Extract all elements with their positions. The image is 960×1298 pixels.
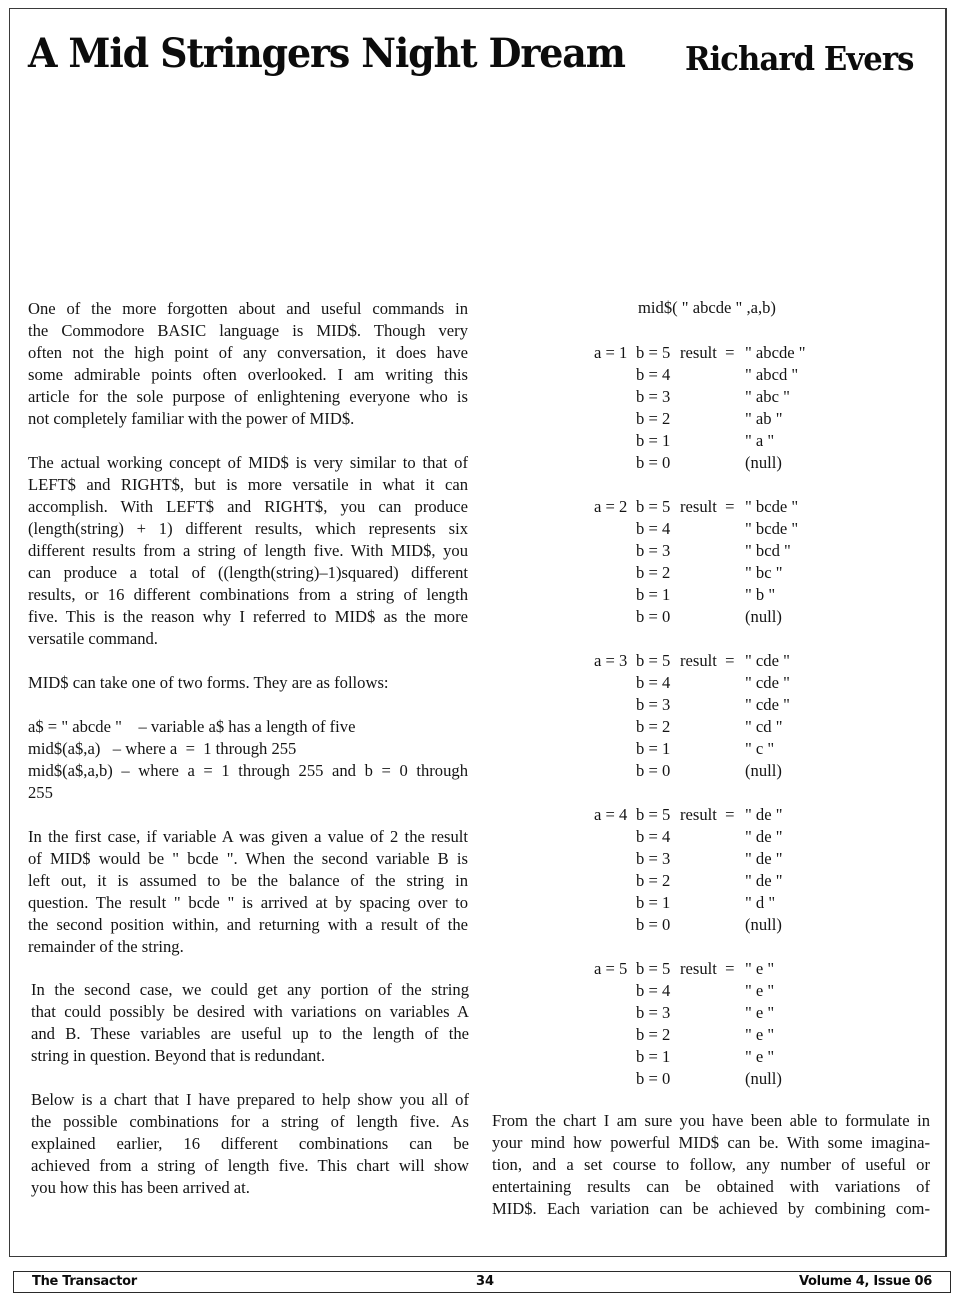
b-value: b = 3: [636, 387, 671, 406]
result-value: " e ": [745, 981, 775, 1000]
text-line: the second position within, and returning with a result of the: [28, 915, 468, 934]
paragraph: [28, 826, 468, 958]
result-value: " de ": [745, 805, 783, 824]
b-value: b = 0: [636, 761, 671, 780]
text-line: five. This is the reason why I referred to MID$ as the more: [28, 607, 468, 626]
text-line: string in question. Beyond that is redundant.: [31, 1046, 326, 1065]
result-value: " de ": [745, 827, 783, 846]
result-value: " cd ": [745, 717, 783, 736]
text-line: results, or 16 different combinations from a string of length: [28, 585, 468, 604]
second-case-paragraphs: [31, 979, 469, 1199]
text-line: question. The result " bcde " is arrived at by spacing over to: [28, 893, 468, 912]
text-line: versatile command.: [28, 629, 158, 648]
result-label: result =: [680, 651, 735, 670]
text-line: of MID$ would be " bcde ". When the second variable B is: [28, 849, 468, 868]
b-value: b = 4: [636, 981, 671, 1000]
b-value: b = 4: [636, 365, 671, 384]
result-value: " c ": [745, 739, 775, 758]
result-value: " e ": [745, 1047, 775, 1066]
text-line: One of the more forgotten about and useful commands in: [28, 299, 468, 318]
text-line: The actual working concept of MID$ is very similar to that of: [28, 453, 468, 472]
b-value: b = 3: [636, 695, 671, 714]
paragraph: [31, 1089, 469, 1199]
result-value: " bcde ": [745, 519, 799, 538]
text-line: From the chart I am sure you have been able to formulate in: [492, 1111, 930, 1130]
result-value: " cde ": [745, 673, 790, 692]
footer-volume-issue: Volume 4, Issue 06: [799, 1274, 932, 1289]
b-value: b = 5: [636, 497, 671, 516]
b-value: b = 3: [636, 849, 671, 868]
b-value: b = 2: [636, 871, 671, 890]
text-line: left out, it is assumed to be the balance of the string in: [28, 871, 468, 890]
b-value: b = 2: [636, 717, 671, 736]
text-line: LEFT$ and RIGHT$, but is more versatile in what it can: [28, 475, 468, 494]
result-label: result =: [680, 959, 735, 978]
a-value: a = 5: [594, 959, 628, 978]
result-value: " e ": [745, 1003, 775, 1022]
footer-page-number: 34: [476, 1274, 495, 1289]
a-value: a = 3: [594, 651, 628, 670]
text-line: tion, and a set course to follow, any number of useful or: [492, 1155, 930, 1174]
b-value: b = 4: [636, 827, 671, 846]
text-line: can produce a total of ((length(string)–1)squared) different: [28, 563, 468, 582]
result-value: " de ": [745, 871, 783, 890]
form-line: mid$(a$,a) – where a = 1 through 255: [28, 739, 297, 758]
text-line: the Commodore BASIC language is MID$. Though very: [28, 321, 468, 340]
result-value: " de ": [745, 849, 783, 868]
left-column: [28, 298, 468, 980]
text-line: entertaining results can be obtained with variations of: [492, 1177, 930, 1196]
b-value: b = 5: [636, 651, 671, 670]
b-value: b = 1: [636, 1047, 671, 1066]
b-value: b = 1: [636, 893, 671, 912]
b-value: b = 5: [636, 805, 671, 824]
result-value: " d ": [745, 893, 776, 912]
a-value: a = 2: [594, 497, 628, 516]
first-case-paragraph: [28, 826, 468, 958]
text-line: often not the high point of any conversation, it does have: [28, 343, 468, 362]
result-value: " bcd ": [745, 541, 791, 560]
result-label: result =: [680, 805, 735, 824]
result-label: result =: [680, 497, 735, 516]
page-footer: [13, 1271, 951, 1293]
paragraph: [28, 672, 468, 694]
text-line: achieved from a string of length five. This chart will show: [31, 1156, 469, 1175]
b-value: b = 1: [636, 431, 671, 450]
b-value: b = 5: [636, 959, 671, 978]
result-value: (null): [745, 453, 782, 472]
text-line: MID$. Each variation can be achieved by combining com-: [492, 1199, 930, 1218]
result-value: (null): [745, 915, 782, 934]
a-value: a = 4: [594, 805, 628, 824]
text-line: explained earlier, 16 different combinations can be: [31, 1134, 469, 1153]
text-line: your mind how powerful MID$ can be. With some imagina-: [492, 1133, 930, 1152]
text-line: In the second case, we could get any portion of the string: [31, 980, 469, 999]
text-line: Below is a chart that I have prepared to help show you all of: [31, 1090, 469, 1109]
result-value: " e ": [745, 959, 775, 978]
text-line: remainder of the string.: [28, 937, 184, 956]
result-value: " b ": [745, 585, 776, 604]
b-value: b = 4: [636, 519, 671, 538]
b-value: b = 5: [636, 343, 671, 362]
right-column-text: [492, 1110, 930, 1242]
text-line: different results from a string of length five. With MID$, you: [28, 541, 468, 560]
text-line: some admirable points often overlooked. I am writing this: [28, 365, 468, 384]
text-line: not completely familiar with the power of MID$.: [28, 409, 355, 428]
article-title: A Mid Stringers Night Dream: [28, 30, 625, 77]
b-value: b = 3: [636, 1003, 671, 1022]
result-value: " a ": [745, 431, 775, 450]
b-value: b = 2: [636, 409, 671, 428]
text-line: that could possibly be desired with variations on variables A: [31, 1002, 469, 1021]
text-line: the possible combinations for a string of length five. As: [31, 1112, 469, 1131]
text-line: you how this has been arrived at.: [31, 1178, 250, 1197]
result-label: result =: [680, 343, 735, 362]
conclusion-paragraph: [492, 1110, 930, 1220]
form-line: 255: [28, 783, 53, 802]
result-value: " bc ": [745, 563, 783, 582]
paragraph: [28, 298, 468, 430]
result-value: " cde ": [745, 695, 790, 714]
result-value: " bcde ": [745, 497, 799, 516]
text-line: In the first case, if variable A was given a value of 2 the result: [28, 827, 468, 846]
text-line: and B. These variables are useful up to the length of the: [31, 1024, 469, 1043]
b-value: b = 1: [636, 585, 671, 604]
paragraph: [31, 979, 469, 1067]
left-column-lower: [31, 979, 469, 1221]
text-line: MID$ can take one of two forms. They are as follows:: [28, 673, 389, 692]
b-value: b = 3: [636, 541, 671, 560]
result-value: " abc ": [745, 387, 790, 406]
b-value: b = 1: [636, 739, 671, 758]
result-value: (null): [745, 1069, 782, 1088]
form-line: a$ = " abcde " – variable a$ has a length of five: [28, 717, 356, 736]
result-value: " abcd ": [745, 365, 799, 384]
form-line: mid$(a$,a,b) – where a = 1 through 255 and b = 0 through: [28, 761, 468, 780]
result-value: " ab ": [745, 409, 783, 428]
b-value: b = 0: [636, 1069, 671, 1088]
b-value: b = 0: [636, 607, 671, 626]
paragraph: [28, 452, 468, 650]
result-value: " abcde ": [745, 343, 806, 362]
chart-title: mid$( " abcde " ,a,b): [638, 298, 776, 317]
text-line: (length(string) + 1) different results, which represents six: [28, 519, 468, 538]
result-value: (null): [745, 761, 782, 780]
footer-publication: The Transactor: [32, 1274, 137, 1289]
result-value: (null): [745, 607, 782, 626]
mid-forms-list: [28, 716, 468, 804]
result-value: " cde ": [745, 651, 790, 670]
b-value: b = 2: [636, 1025, 671, 1044]
b-value: b = 0: [636, 453, 671, 472]
article-author: Richard Evers: [685, 39, 914, 78]
b-value: b = 0: [636, 915, 671, 934]
text-line: article for the sole purpose of enlightening everyone who is: [28, 387, 468, 406]
result-value: " e ": [745, 1025, 775, 1044]
intro-paragraphs: [28, 298, 468, 694]
text-line: accomplish. With LEFT$ and RIGHT$, you can produce: [28, 497, 468, 516]
b-value: b = 2: [636, 563, 671, 582]
a-value: a = 1: [594, 343, 628, 362]
b-value: b = 4: [636, 673, 671, 692]
